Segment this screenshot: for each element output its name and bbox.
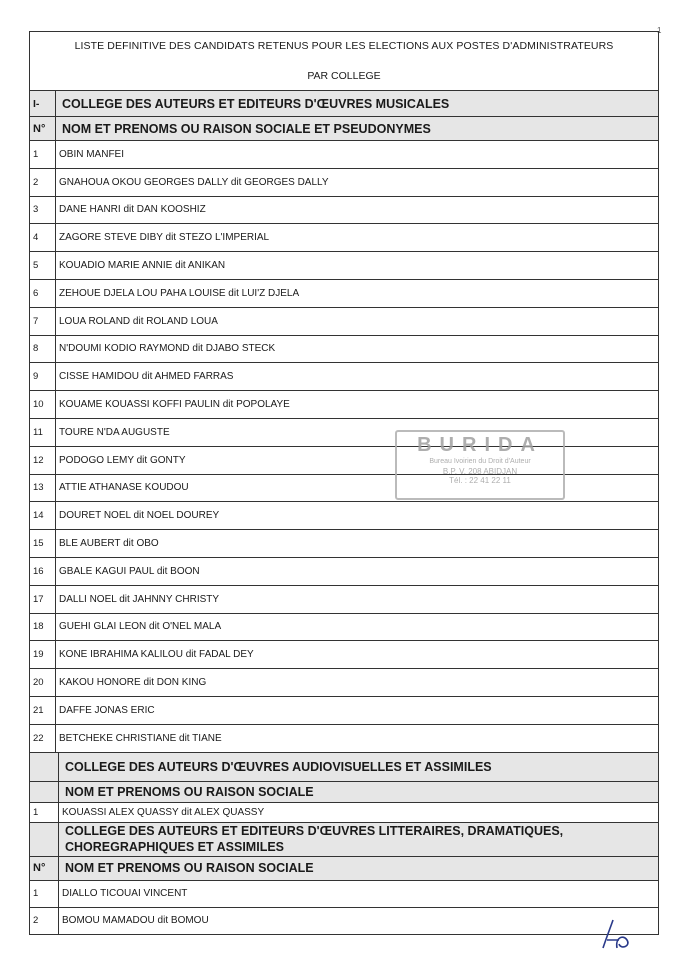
stamp-line3: Tél. : 22 41 22 11 — [449, 476, 511, 485]
section1-title-row — [30, 91, 658, 117]
candidate-name: KOUASSI ALEX QUASSY dit ALEX QUASSY — [62, 806, 265, 818]
candidate-name: BLE AUBERT dit OBO — [59, 538, 159, 550]
section2-title: COLLEGE DES AUTEURS D'ŒUVRES AUDIOVISUELLES ET ASSIMILES — [65, 759, 492, 774]
table-row — [30, 725, 658, 753]
table-row — [30, 669, 658, 697]
table-row — [30, 141, 658, 169]
section1-roman: I- — [30, 91, 56, 116]
section3-column-header — [30, 857, 658, 881]
table-row — [30, 363, 658, 391]
row-number: 15 — [30, 530, 56, 557]
section3-col-name: NOM ET PRENOMS OU RAISON SOCIALE — [65, 861, 314, 876]
table-row — [30, 224, 658, 252]
candidate-name: ZEHOUE DJELA LOU PAHA LOUISE dit LUI'Z DJELA — [59, 287, 300, 299]
candidate-name: PODOGO LEMY dit GONTY — [59, 454, 186, 466]
section2-rows — [30, 803, 658, 823]
row-number: 5 — [30, 252, 56, 279]
row-number: 19 — [30, 641, 56, 668]
table-row — [30, 197, 658, 225]
row-number: 6 — [30, 280, 56, 307]
candidate-name: DIALLO TICOUAI VINCENT — [62, 888, 188, 900]
table-row — [30, 252, 658, 280]
section1-col-no: N° — [30, 117, 56, 140]
table-row — [30, 614, 658, 642]
row-number: 1 — [30, 881, 59, 907]
candidate-name: N'DOUMI KODIO RAYMOND dit DJABO STECK — [59, 343, 276, 355]
row-number: 4 — [30, 224, 56, 251]
candidate-name: CISSE HAMIDOU dit AHMED FARRAS — [59, 371, 234, 383]
stamp-title: BURIDA — [417, 434, 543, 456]
signature-mark — [597, 918, 637, 952]
table-row — [30, 697, 658, 725]
section1-col-name: NOM ET PRENOMS OU RAISON SOCIALE ET PSEUDONYMES — [62, 121, 431, 136]
table-row — [30, 308, 658, 336]
buridastamp — [395, 430, 565, 500]
row-number: 1 — [30, 803, 59, 822]
candidate-name: DANE HANRI dit DAN KOOSHIZ — [59, 204, 206, 216]
row-number: 3 — [30, 197, 56, 224]
row-number: 17 — [30, 586, 56, 613]
section1-column-header — [30, 117, 658, 141]
candidate-name: LOUA ROLAND dit ROLAND LOUA — [59, 315, 218, 327]
row-number: 14 — [30, 502, 56, 529]
table-row — [30, 558, 658, 586]
row-number: 12 — [30, 447, 56, 474]
table-row — [30, 336, 658, 364]
table-row — [30, 803, 658, 823]
page-number: 1 — [657, 26, 662, 35]
section3-col-no: N° — [30, 857, 59, 880]
row-number: 8 — [30, 336, 56, 363]
candidate-name: TOURE N'DA AUGUSTE — [59, 426, 170, 438]
candidate-name: BOMOU MAMADOU dit BOMOU — [62, 915, 209, 927]
row-number: 2 — [30, 169, 56, 196]
candidate-name: ZAGORE STEVE DIBY dit STEZO L'IMPERIAL — [59, 232, 270, 244]
candidate-name: DOURET NOEL dit NOEL DOUREY — [59, 510, 220, 522]
row-number: 21 — [30, 697, 56, 724]
section2-column-header — [30, 782, 658, 803]
row-number: 18 — [30, 614, 56, 641]
table-row — [30, 502, 658, 530]
section3-title-row — [30, 823, 658, 857]
row-number: 16 — [30, 558, 56, 585]
table-row — [30, 586, 658, 614]
candidate-name: GBALE KAGUI PAUL dit BOON — [59, 565, 200, 577]
candidate-name: KONE IBRAHIMA KALILOU dit FADAL DEY — [59, 649, 254, 661]
row-number: 7 — [30, 308, 56, 335]
row-number: 9 — [30, 363, 56, 390]
row-number: 13 — [30, 475, 56, 502]
table-row — [30, 881, 658, 908]
candidate-name: ATTIE ATHANASE KOUDOU — [59, 482, 189, 494]
section2-title-row — [30, 753, 658, 782]
table-row — [30, 391, 658, 419]
candidate-name: KOUADIO MARIE ANNIE dit ANIKAN — [59, 260, 226, 272]
row-number: 11 — [30, 419, 56, 446]
candidate-name: KAKOU HONORE dit DON KING — [59, 677, 207, 689]
candidate-name: KOUAME KOUASSI KOFFI PAULIN dit POPOLAYE — [59, 399, 290, 411]
stamp-line2: B.P. V. 208 ABIDJAN — [442, 467, 518, 476]
table-row — [30, 641, 658, 669]
table-row — [30, 908, 658, 935]
document-header — [30, 32, 658, 91]
candidate-name: DAFFE JONAS ERIC — [59, 704, 155, 716]
table-row — [30, 169, 658, 197]
document-subtitle: PAR COLLEGE — [307, 70, 381, 82]
section1-title: COLLEGE DES AUTEURS ET EDITEURS D'ŒUVRES MUSICALES — [62, 96, 450, 111]
section3-title-line2: CHOREGRAPHIQUES ET ASSIMILES — [65, 840, 285, 855]
stamp-line1: Bureau Ivoirien du Droit d'Auteur — [429, 458, 531, 465]
row-number: 22 — [30, 725, 56, 752]
candidate-name: GUEHI GLAI LEON dit O'NEL MALA — [59, 621, 222, 633]
table-row — [30, 280, 658, 308]
document-title: LISTE DEFINITIVE DES CANDIDATS RETENUS POUR LES ELECTIONS AUX POSTES D'ADMINISTRATEURS — [74, 40, 614, 52]
candidate-name: DALLI NOEL dit JAHNNY CHRISTY — [59, 593, 220, 605]
candidate-name: BETCHEKE CHRISTIANE dit TIANE — [59, 732, 222, 744]
section3-title-line1: COLLEGE DES AUTEURS ET EDITEURS D'ŒUVRES LITTERAIRES, DRAMATIQUES, — [65, 824, 564, 839]
candidate-name: GNAHOUA OKOU GEORGES DALLY dit GEORGES DALLY — [59, 176, 329, 188]
row-number: 2 — [30, 908, 59, 934]
row-number: 1 — [30, 141, 56, 168]
section2-col-name: NOM ET PRENOMS OU RAISON SOCIALE — [65, 784, 314, 799]
row-number: 10 — [30, 391, 56, 418]
row-number: 20 — [30, 669, 56, 696]
section3-rows — [30, 881, 658, 935]
candidate-name: OBIN MANFEI — [59, 148, 125, 160]
table-row — [30, 530, 658, 558]
